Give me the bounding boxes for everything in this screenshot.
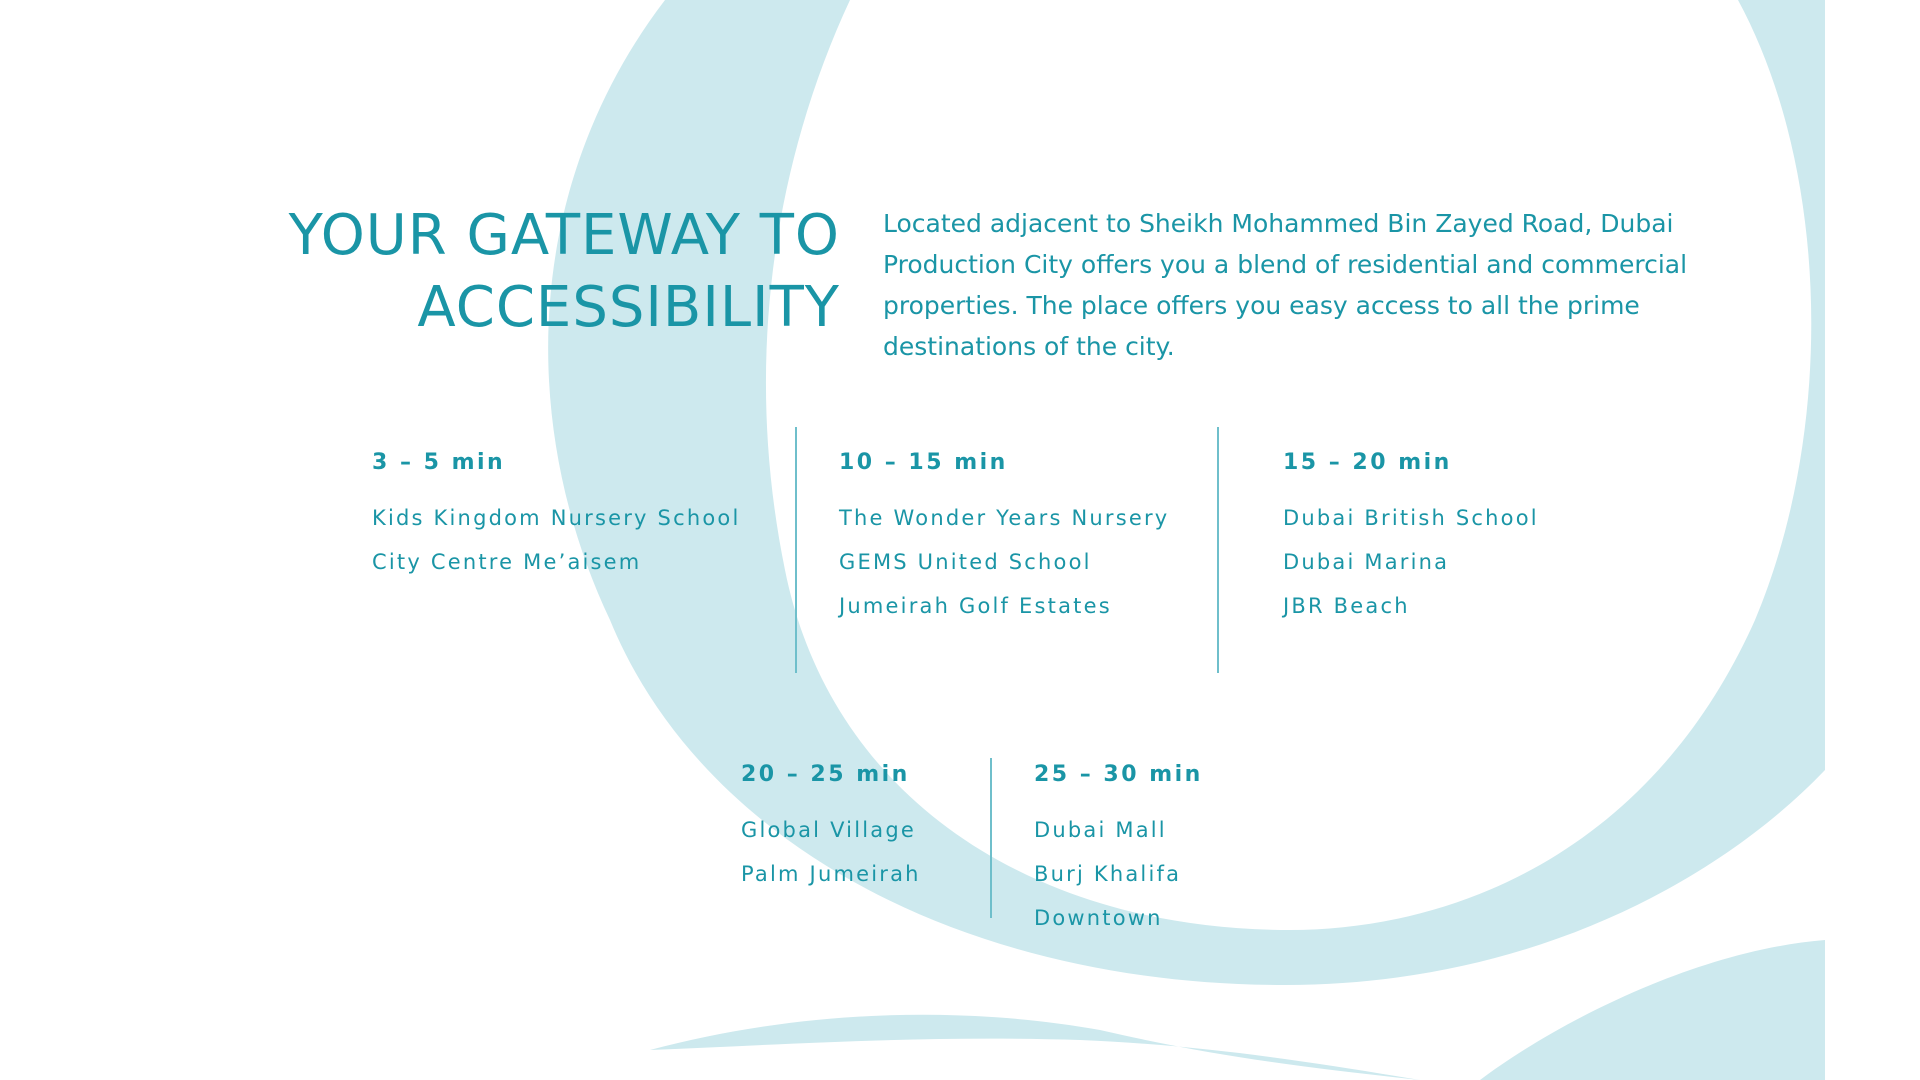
place-item: Kids Kingdom Nursery School [372, 506, 741, 530]
place-item: City Centre Me’aisem [372, 550, 642, 574]
place-item: Burj Khalifa [1034, 862, 1182, 886]
title-line-2: ACCESSIBILITY [417, 275, 840, 340]
place-item: Dubai Mall [1034, 818, 1167, 842]
place-item: JBR Beach [1283, 594, 1410, 618]
place-item: Dubai Marina [1283, 550, 1450, 574]
place-item: Palm Jumeirah [741, 862, 921, 886]
place-item: Dubai British School [1283, 506, 1539, 530]
group-time: 20 – 25 min [741, 762, 910, 787]
place-item: Jumeirah Golf Estates [839, 594, 1112, 618]
distance-group-15-20 [1283, 450, 1539, 628]
title-line-1: YOUR GATEWAY TO [288, 203, 840, 268]
intro-paragraph: Located adjacent to Sheikh Mohammed Bin Zayed Road, Dubai Production City offers you a blend of residential and commercial properties. The place offers you easy access to all the prime destinations of the city. [883, 209, 1688, 361]
group-time: 25 – 30 min [1034, 762, 1203, 787]
group-time: 10 – 15 min [839, 450, 1008, 475]
place-item: GEMS United School [839, 550, 1092, 574]
place-item: Downtown [1034, 906, 1163, 930]
group-time: 3 – 5 min [372, 450, 506, 475]
group-time: 15 – 20 min [1283, 450, 1452, 475]
distance-group-10-15 [839, 450, 1169, 628]
page-title [160, 200, 840, 344]
column-divider [990, 758, 992, 918]
distance-group-20-25 [741, 762, 921, 896]
place-item: The Wonder Years Nursery [839, 506, 1170, 530]
distance-group-3-5 [372, 450, 740, 584]
place-item: Global Village [741, 818, 916, 842]
distance-group-25-30 [1034, 762, 1203, 940]
column-divider [1217, 427, 1219, 673]
column-divider [795, 427, 797, 673]
